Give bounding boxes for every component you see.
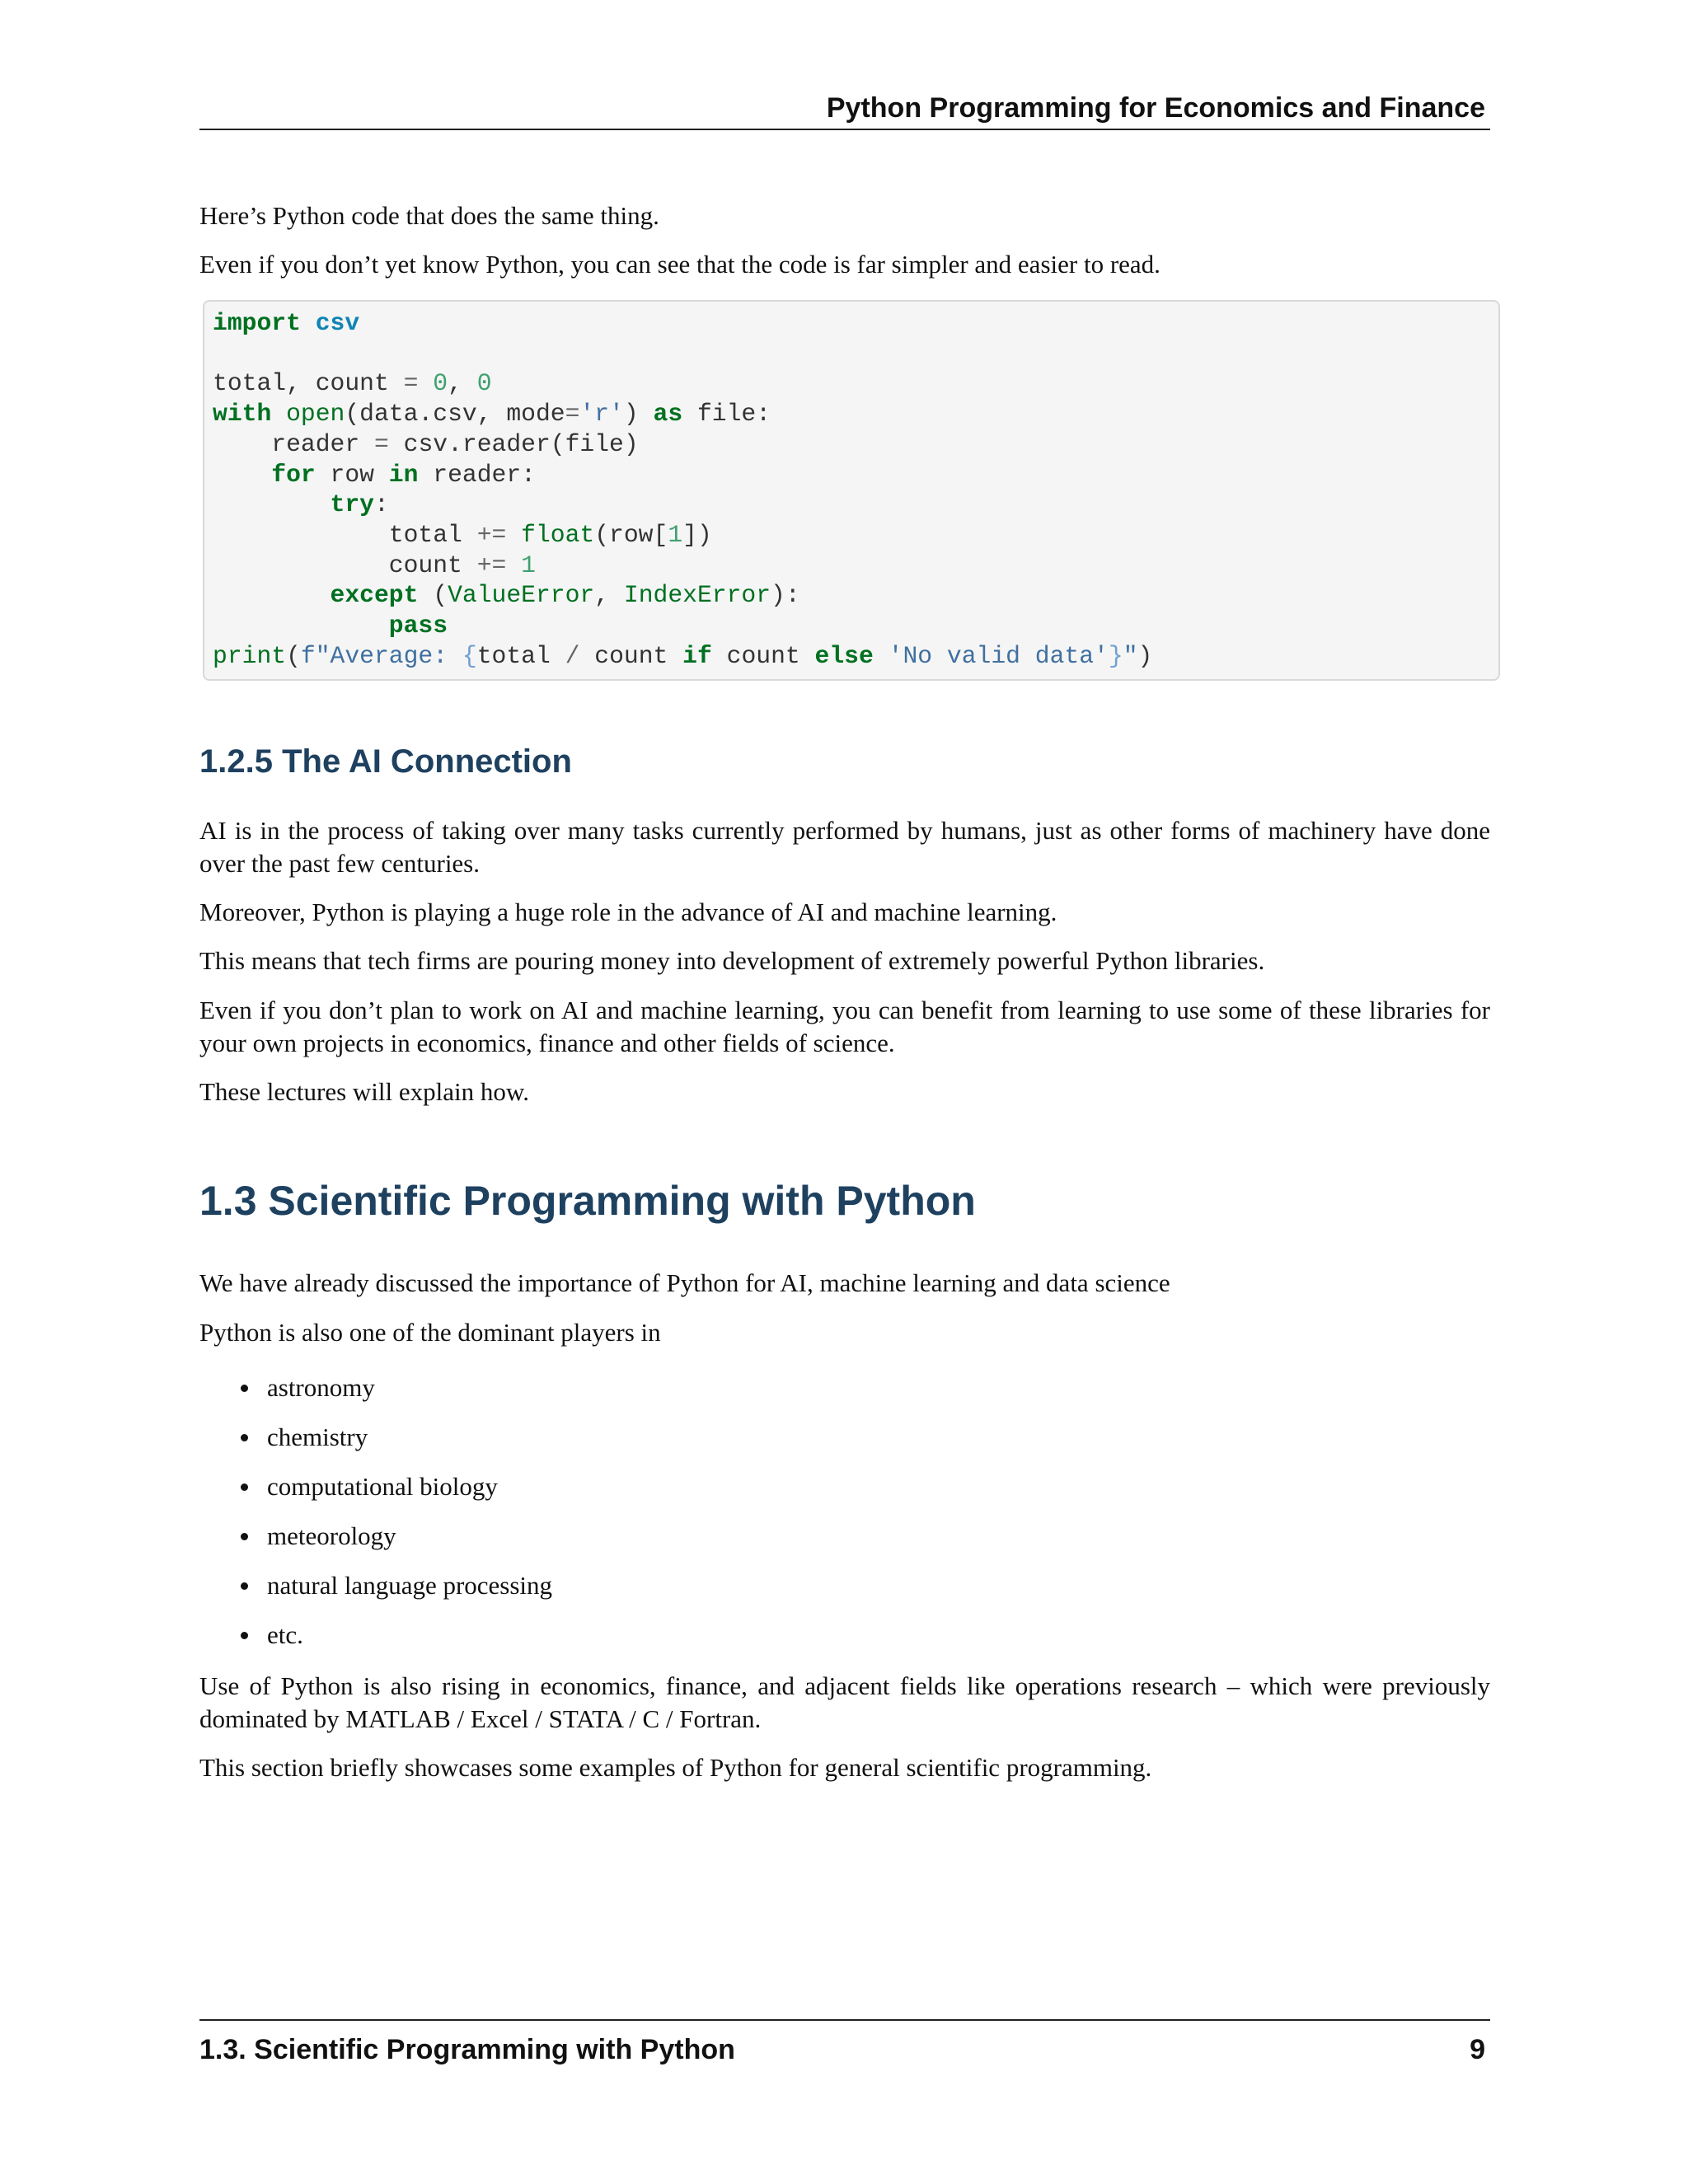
section-heading-1-2-5: 1.2.5 The AI Connection <box>199 743 572 780</box>
list-item: chemistry <box>199 1421 552 1470</box>
ai-paragraph-5: These lectures will explain how. <box>199 1077 530 1106</box>
code-line: pass <box>388 612 448 640</box>
list-item: meteorology <box>199 1520 552 1569</box>
list-item: etc. <box>199 1619 552 1668</box>
list-item: computational biology <box>199 1470 552 1520</box>
intro-paragraph-2: Even if you don’t yet know Python, you can see that the code is far simpler and easier to read. <box>199 250 1160 279</box>
page-number: 9 <box>1470 2034 1485 2065</box>
ai-paragraph-4: Even if you don’t plan to work on AI and machine learning, you can benefit from learning to use some of these libraries for your own projects in economics, finance and other fields of science. <box>199 996 1490 1057</box>
sci-paragraph-2: Python is also one of the dominant players in <box>199 1318 661 1347</box>
code-line: print(f"Average: {total / count if count else 'No valid data'}") <box>213 641 1153 670</box>
footer-section-label: 1.3. Scientific Programming with Python <box>199 2034 735 2065</box>
bullet-icon <box>241 1434 248 1441</box>
code-line: reader = csv.reader(file) <box>213 429 639 458</box>
code-line: except (ValueError, IndexError): <box>330 581 800 610</box>
ai-paragraph-1: AI is in the process of taking over many tasks currently performed by humans, just as other forms of machinery have done over the past few centuries. <box>199 816 1490 878</box>
sci-paragraph-3: Use of Python is also rising in economics, finance, and adjacent fields like operations research – which were previously dominated by MATLAB / Excel / STATA / C / Fortran. <box>199 1671 1490 1733</box>
header-rule <box>199 129 1490 130</box>
code-line: import csv <box>213 309 360 337</box>
footer-rule <box>199 2019 1490 2021</box>
running-header-title: Python Programming for Economics and Finance <box>826 92 1485 124</box>
bullet-icon <box>241 1533 248 1540</box>
list-item: natural language processing <box>199 1569 552 1619</box>
ai-paragraph-3: This means that tech firms are pouring money into development of extremely powerful Python libraries. <box>199 946 1265 975</box>
bullet-icon <box>241 1582 248 1590</box>
code-line: count += 1 <box>213 551 536 579</box>
sci-paragraph-1: We have already discussed the importance of Python for AI, machine learning and data science <box>199 1268 1170 1297</box>
code-listing <box>213 308 1152 671</box>
code-line: total += float(row[1]) <box>213 520 712 549</box>
bullet-icon <box>241 1385 248 1392</box>
ai-paragraph-2: Moreover, Python is playing a huge role in the advance of AI and machine learning. <box>199 898 1057 926</box>
section-heading-1-3: 1.3 Scientific Programming with Python <box>199 1178 976 1224</box>
code-line: total, count = 0, 0 <box>213 369 492 398</box>
code-line: with open(data.csv, mode='r') as file: <box>213 400 771 429</box>
sci-paragraph-4: This section briefly showcases some examples of Python for general scientific programming. <box>199 1753 1152 1782</box>
fields-list <box>199 1371 552 1668</box>
code-line: try: <box>330 490 389 519</box>
bullet-icon <box>241 1632 248 1639</box>
bullet-icon <box>241 1483 248 1491</box>
list-item: astronomy <box>199 1371 552 1421</box>
code-line: for row in reader: <box>271 460 536 489</box>
intro-paragraph-1: Here’s Python code that does the same thing. <box>199 201 659 230</box>
